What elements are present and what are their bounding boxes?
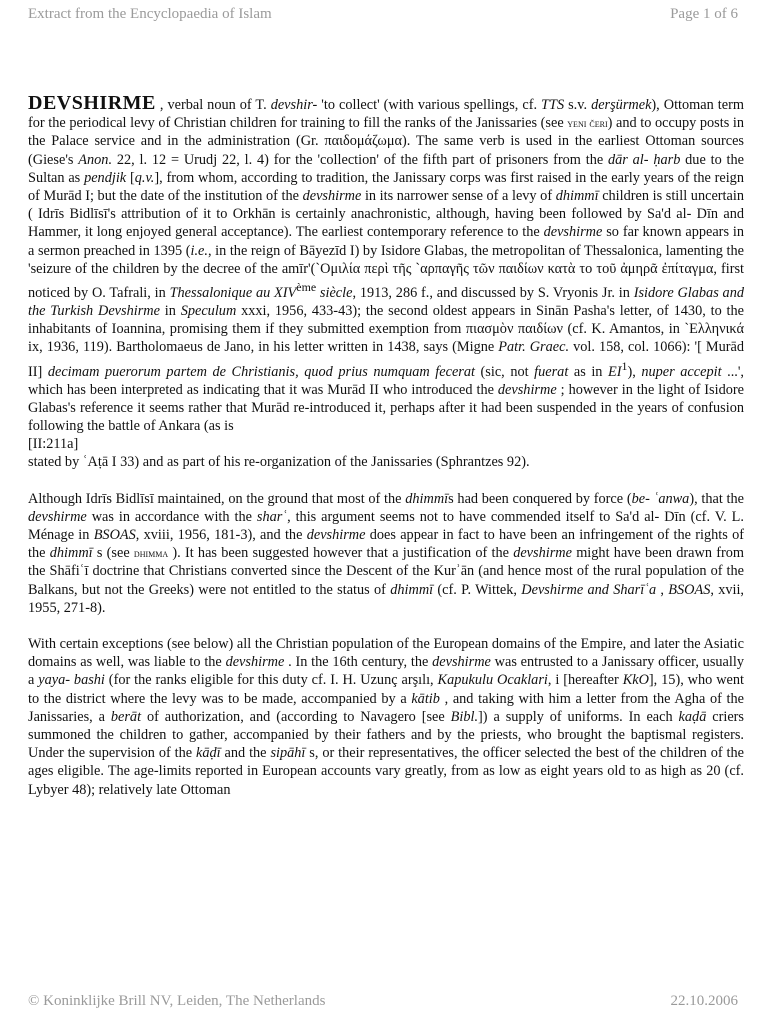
footer-date: 22.10.2006 <box>670 993 738 1009</box>
running-header <box>28 6 738 23</box>
cross-reference: dhimma <box>133 546 169 561</box>
paragraph-3: With certain exceptions (see below) all the Christian population of the European domains of the Empire, and later the Asiatic domains as well, was liable to the devshirme . In the 16th century, the devshirme was entrusted to a Janissary officer, usually a yaya- bashi (for the ranks eligible for this duty cf. I. H. Uzunç arşılı, Kapukulu Ocaklari, i [hereafter KkO], 15), who went to the district where the levy was to be made, accompanied by a kātib , and taking with him a letter from the Agha of the Janissaries, a berāt of authorization, and (according to Navagero [see Bibl.]) a supply of uniforms. In each kaḍā criers summoned the children to gather, accompanied by their fathers and by the priests, who brought the baptismal registers. Under the supervision of the kāḍī and the sipāhī s, or their representatives, the officer selected the best of the children of the ages eligible. The age-limits reported in European accounts vary greatly, from as low as eight years old to as high as 20 (cf. Lybyer 48); relatively late Ottoman <box>28 636 744 798</box>
footer-copyright: © Koninklijke Brill NV, Leiden, The Netherlands <box>28 993 326 1009</box>
paragraph-2: Although Idrīs Bidlīsī maintained, on the ground that most of the dhimmīs had been conquered by force (be- ʿanwa), that the devshirme was in accordance with the sharʿ, this argument seems not to have commended itself to Sa'd al- Dīn (cf. V. L. Ménage in BSOAS, xviii, 1956, 181-3), and the devshirme does appear in fact to have been an infringement of the rights of the dhimmī s (see dhimma ). It has been suggested however that a justification of the devshirme might have been drawn from the Shāfiʿī doctrine that Christians converted since the Descent of the Kurʾān (and hence most of the rural population of the Balkans, but not the Greeks) were not entitled to the status of dhimmī (cf. P. Wittek, Devshirme and Sharīʿa , BSOAS, xvii, 1955, 271-8). <box>28 490 745 616</box>
header-source: Extract from the Encyclopaedia of Islam <box>28 6 272 22</box>
running-footer <box>28 993 738 1010</box>
page-reference: [II:211a] <box>28 436 79 453</box>
paragraph-1: DEVSHIRME , verbal noun of T. devshir- 'to collect' (with various spellings, cf. TTS s.v. derşürmek), Ottoman term for the periodical levy of Christian children for training to fill the ranks of the Janissaries (see yeni čeri) and to occupy posts in the Palace service and in the administration (Gr. παιδομάζωμα). The same verb is used in the earliest Ottoman sources (Giese's Anon. 22, l. 12 = Urudj 22, l. 4) for the 'collection' of the fifth part of prisoners from the dār al- ḥarb due to the Sultan as pendjik [q.v.], from whom, according to tradition, the Janissary corps was first raised in the early years of the reign of Murād I; but the date of the institution of the devshirme in its narrower sense of a levy of dhimmī children is still uncertain ( Idrīs Bidlīsī's attribution of it to Orkhān is certainly anachronistic, although, having been followed by Sa'd al- Dīn and Hammer, it long enjoyed general acceptance). The earliest contemporary reference to the devshirme so far known appears in a sermon preached in 1395 (i.e., in the reign of Bāyezīd I) by Isidore Glabas, the metropolitan of Thessalonica, lamenting the 'seizure of the children by the decree of the amīr'(`Ομιλία περὶ τῆς `αρπαγῆς τῶν παιδίων κατὰ το τοῦ ἀμηρᾶ ἐπίταγμα, first noticed by O. Tafrali, in Thessalonique au XIVème siècle, 1913, 286 f., and discussed by S. Vryonis Jr. in Isidore Glabas and the Turkish Devshirme in Speculum xxxi, 1956, 433-43); the second oldest appears in Sinān Pasha's letter, of 1430, to the inhabitants of Ioannina, promising them if they submitted exemption from πιασμὸν παιδίων (cf. K. Amantos, in `Ελληνικά ix, 1936, 119). Bartholomaeus de Jano, in his letter written in 1438, says (Migne Patr. Graec. vol. 158, col. 1066): '[ Murād II] decimam puerorum partem de Christianis, quod prius numquam fecerat (sic, not fuerat as in $EI^1$), nuper accepit ...', which has been interpreted as indicating that it was Murād II who introduced the devshirme ; however in the light of Isidore Glabas's reference it seems rather that Murād re-introduced it, perhaps after it had been suspended in the years of confusion following the battle of Ankara (as is [II:211a] stated by ʿAṭā I 33) and as part of his re-organization of the Janissaries (Sphrantzes 92). <box>28 92 745 471</box>
article-body <box>28 94 744 817</box>
headword: DEVSHIRME <box>28 92 156 114</box>
cross-reference: yeni čeri <box>567 116 608 131</box>
header-page-number: Page 1 of 6 <box>670 6 738 22</box>
